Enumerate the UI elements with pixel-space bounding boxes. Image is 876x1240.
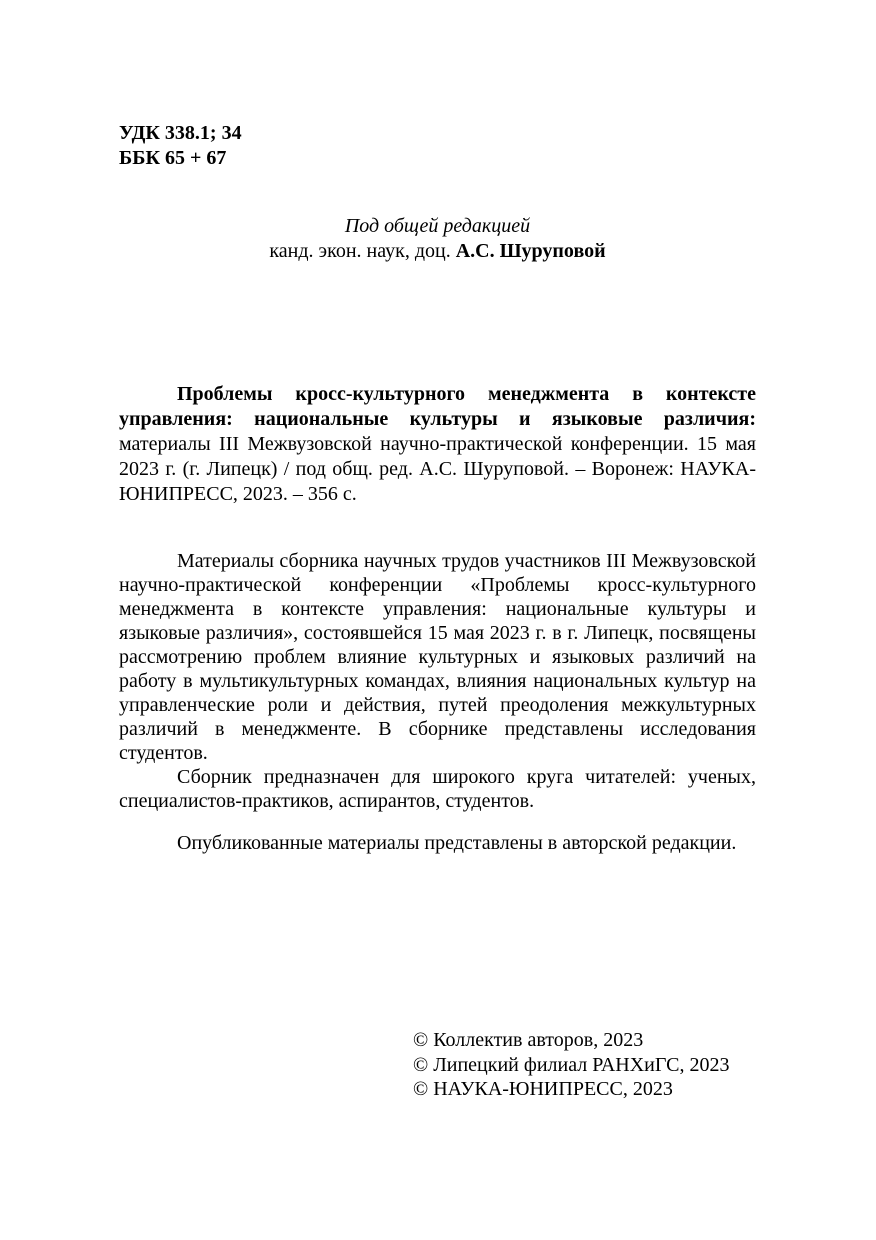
editor-credentials: [119, 239, 756, 264]
bbk-code: ББК 65 + 67: [119, 147, 227, 169]
abstract-paragraph-1: Материалы сборника научных трудов участников III Межвузовской научно-практической конференции «Проблемы кросс-культурного менеджмента в контексте управления: национальные культуры и языковые различия», состоявшейся 15 мая 2023 г. в г. Липецк, посвящены рассмотрению проблем влияние культурных и языковых различий на работу в мультикультурных командах, влияния национальных культур на управленческие роли и действия, путей преодоления межкультурных различий в менеджменте. В сборнике представлены исследования студентов.: [119, 550, 756, 764]
bibliographic-details: материалы III Межвузовской научно-практической конференции. 15 мая 2023 г. (г. Липецк) / под общ. ред. А.С. Шуруповой. – Воронеж: НАУКА-ЮНИПРЕСС, 2023. – 356 с.: [119, 433, 756, 505]
classification-codes: [119, 121, 242, 171]
abstract: [119, 549, 756, 855]
book-title: Проблемы кросс-культурного менеджмента в контексте управления: национальные культуры и языковые различия:: [119, 383, 756, 430]
copyright-line: © Липецкий филиал РАНХиГС, 2023: [413, 1053, 730, 1076]
editor-degree: канд. экон. наук, доц.: [269, 240, 456, 262]
abstract-paragraph-2: Сборник предназначен для широкого круга читателей: ученых, специалистов-практиков, аспирантов, студентов.: [119, 766, 756, 812]
udk-code: УДК 338.1; 34: [119, 122, 242, 144]
editor-label: Под общей редакцией: [344, 215, 531, 237]
copyright-line: © НАУКА-ЮНИПРЕСС, 2023: [413, 1078, 673, 1100]
editor-block: [119, 214, 756, 264]
bibliographic-description: [119, 382, 756, 507]
editor-name: А.С. Шуруповой: [455, 240, 606, 262]
abstract-paragraph-3: Опубликованные материалы представлены в авторской редакции.: [177, 832, 737, 854]
copyright-line: © Коллектив авторов, 2023: [413, 1029, 644, 1051]
copyright-block: [413, 1028, 729, 1102]
